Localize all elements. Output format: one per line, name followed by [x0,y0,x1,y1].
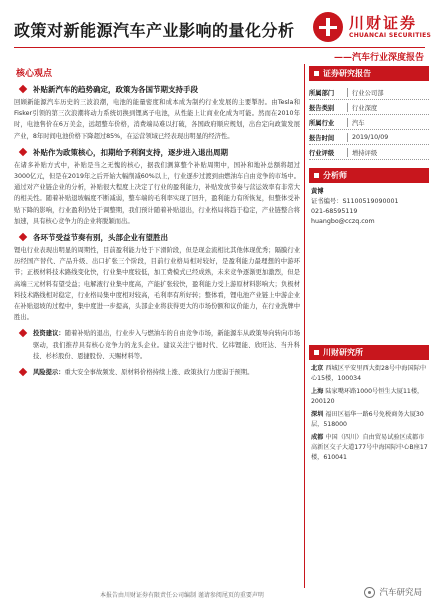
analyst-info [311,187,429,227]
meta-row: 报告类别 行业深度 [309,100,429,115]
watermark [364,586,422,598]
header-divider [14,47,425,48]
analyst-name: 黄博 [311,188,324,195]
square-bullet-icon [314,350,319,355]
logo-chinese-name: 川财证券 [349,14,418,32]
square-bullet-icon [314,173,319,178]
risk-warning-text: 重大安全事故频发、原材料价格持续上涨、政策执行力度弱于预期。 [64,369,254,377]
institute-header: 川财研究所 [309,345,429,360]
investment-advice-text: 随着补贴的退出，行业步入与燃油车的自由竞争市场，新能源车从政策导向转向市场驱动，我们推荐具有核心竞争力的龙头企业。建议关注宁德时代、亿纬锂能、欣旺达、当升科技、杉杉股份、恩捷股份、天赐材料等。 [33,330,300,360]
report-header [0,0,432,62]
bullet-paragraph: 锂电行业表现出明显的周期性，目前盈利能力处于下滑阶段，但是现金流相比其他体现优秀；隔膜行业历经国产替代、产品升级、出口扩张三个阶段，目前行业格局相对较好，是盈利能力最理想的中游环节；正极材料技术路线变化快，行业集中度较低，加工费模式已经成熟，未来竞争逐渐更加激烈，但是高端三元材料有望受益；电解液行业集中度高，产能扩张较快，盈利能力受上游原材料影响大；负极材料技术路线相对稳定，行业格局集中度相对较高，毛利率有所好转；整体看，锂电池产业链上中游企业在补贴退坡的过程中，集中度进一步提高，头部企业将获得更大的市场份额和议价能力，在行业洗牌中胜出。 [14,247,300,322]
risk-warning [20,367,300,378]
research-report-header: 证券研究报告 [309,66,429,81]
diamond-bullet-icon [19,233,27,241]
logo-english-name: CHUANCAI SECURITIES [349,32,432,39]
analyst-header: 分析师 [309,168,429,183]
office-address: 深圳 福田区福华一路6号免税商务大厦30层，518000 [311,411,424,428]
investment-advice-label: 投资建议： [33,330,65,338]
office-address: 成都 中国（四川）自由贸易试验区成都市高新区交子大道177号中海国际中心B座17楼，610041 [311,434,428,461]
column-divider [304,64,305,588]
diamond-bullet-icon [19,329,27,337]
watermark-text: 汽车研究局 [379,588,422,598]
bullet-heading: 补贴新汽车的趋势确定，政策为各国节期支持手段 [20,84,300,95]
sidebar [309,66,429,463]
risk-warning-label: 风险提示： [33,369,65,377]
meta-row: 所属部门 行业公司部 [309,85,429,100]
bullet-paragraph: 回顾新能源汽车历史的三波浪潮，电池的能量密度和成本成为制约行业发展的主要掣肘。由Tesla和Fisker引领的第三次浪潮将动力系统切换到锂离子电池，从性能上让商业化成为可能。然而在2010年时，电池售价在6万美金，远超整车价格，消费端局难以打破，各国政府顺应规划，出台定向政策发展产业，8年时间电池价格下降超过85%，在运营领域已经表现出明显的经济性。 [14,99,300,140]
office-address: 北京 西城区平安里西大街28号中海国际中心15楼，100034 [311,365,427,382]
bullet-heading: 各环节受益节奏有别，头部企业有望胜出 [20,232,300,243]
wechat-icon [364,587,375,598]
meta-row: 所属行业 汽车 [309,115,429,130]
bullet-heading: 补贴作为政策核心，扣期给予利润支持，逐步进入退出周期 [20,147,300,158]
core-section-title: 核心观点 [16,69,53,79]
diamond-bullet-icon [19,368,27,376]
meta-row: 报告时间 2019/10/09 [309,130,429,145]
company-logo [313,10,432,46]
analyst-email[interactable]: huangbo@cczq.com [311,218,375,225]
analyst-phone: 021-68595119 [311,208,358,215]
investment-advice [20,328,300,362]
square-bullet-icon [314,71,319,76]
chuancai-logo-icon [313,12,343,42]
office-address: 上海 陆家嘴环路1000号恒生大厦11楼，200120 [311,388,424,405]
report-type-label: ——汽车行业深度报告 [333,53,424,63]
analyst-license: 证书编号：S1100519090001 [311,198,399,205]
meta-row: 行业评级 增持评级 [309,145,429,160]
core-viewpoints [14,66,300,586]
bullet-paragraph: 在诸多补贴方式中，补贴是当之无愧的核心，据我们测算整个补贴周期中，国补和地补总额将超过3000亿元，但是在2019年之后开始大幅削减60%以上，行业逐步过渡到由燃油车自由竞争的市场中。通过对产业链企业的分析，补贴很大程度上决定了行业的盈利能力，补贴发放节奏与营运效率有非常大的相关性。随着补贴退坡幅度不断减弱，整车端的毛利率实现了回升，盈利能力有所恢复，但整体受补贴下降的影响，行业盈利仍处于调整期，我们预计随着补贴退出，行业格局将趋于稳定，产业链整合将加速，具有核心竞争力的企业将脱颖而出。 [14,161,300,225]
report-title: 政策对新能源汽车产业影响的量化分析 [14,21,295,40]
diamond-bullet-icon [19,85,27,93]
footer-disclaimer: 本报告由川财证券有限责任公司编制 谨请参阅尾页的重要声明 [100,592,264,599]
diamond-bullet-icon [19,148,27,156]
